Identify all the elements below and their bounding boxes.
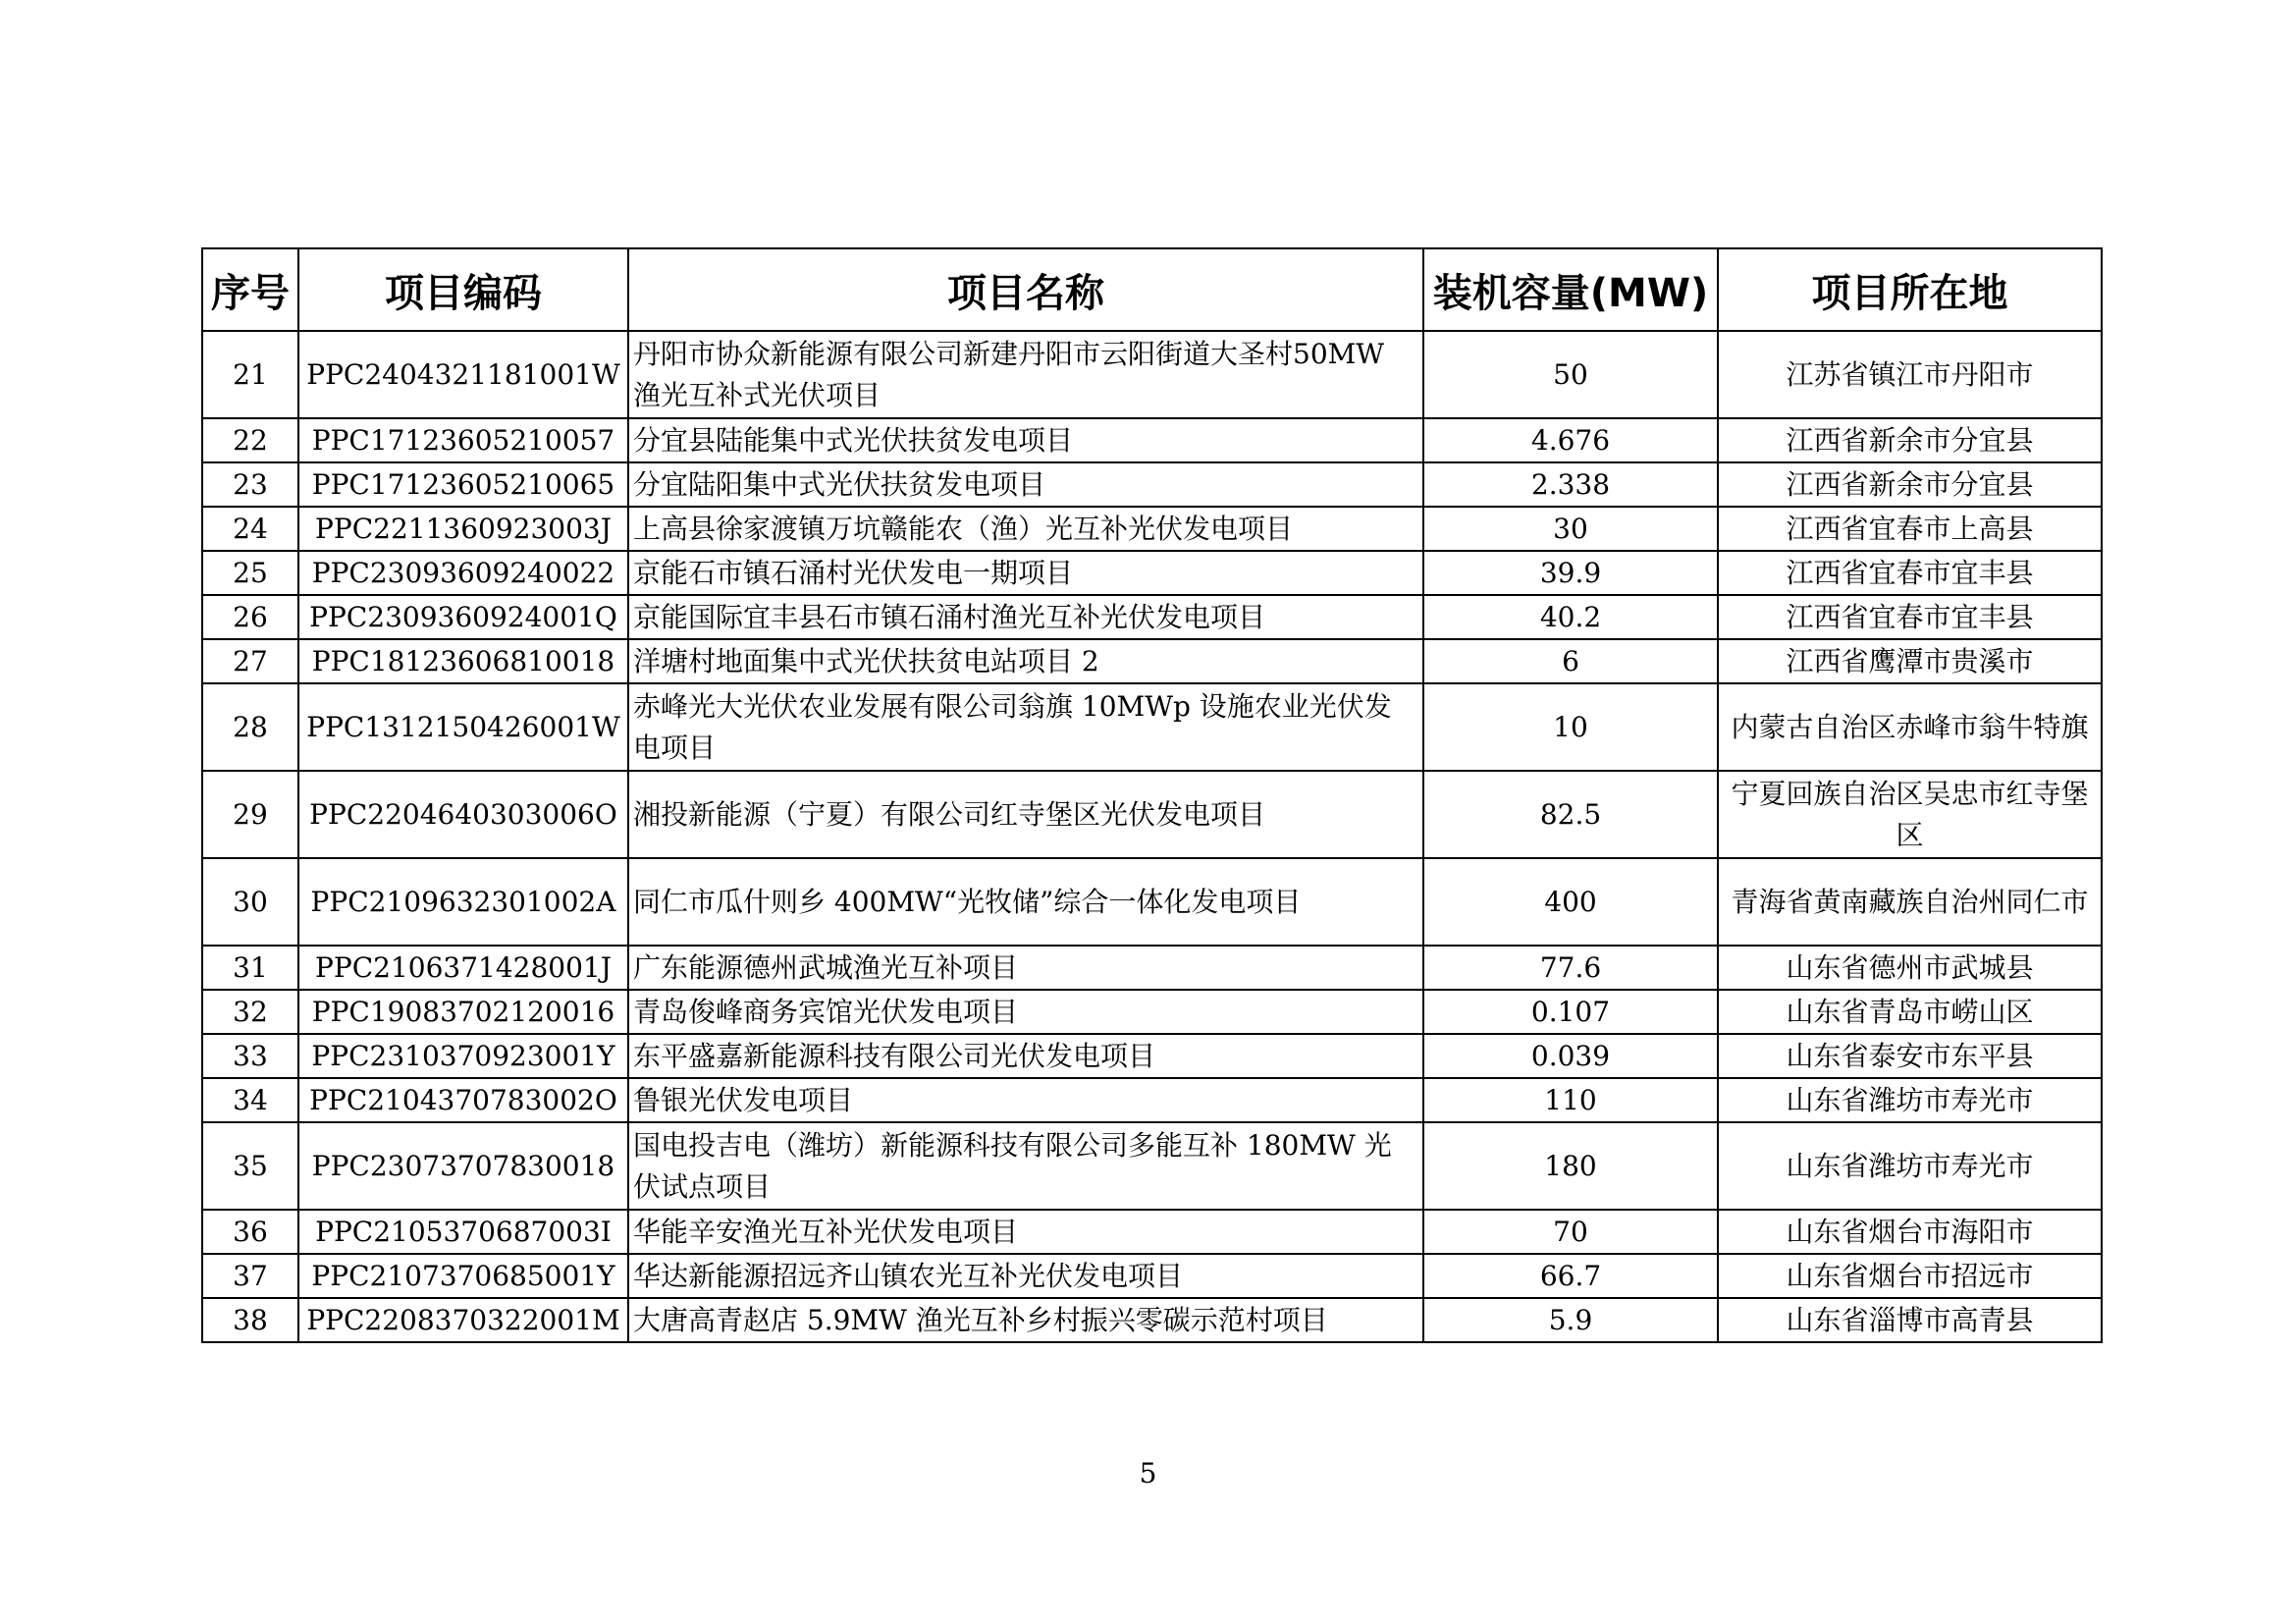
cell-capacity: 6 xyxy=(1423,639,1718,683)
cell-capacity: 0.039 xyxy=(1423,1034,1718,1078)
cell-location: 青海省黄南藏族自治州同仁市 xyxy=(1718,858,2102,946)
page-number: 5 xyxy=(1139,1457,1157,1489)
cell-project-name: 国电投吉电（潍坊）新能源科技有限公司多能互补 180MW 光伏试点项目 xyxy=(628,1122,1423,1210)
cell-location: 山东省淄博市高青县 xyxy=(1718,1298,2102,1342)
cell-project-name: 华达新能源招远齐山镇农光互补光伏发电项目 xyxy=(628,1254,1423,1298)
table-row xyxy=(202,418,2102,462)
cell-capacity: 0.107 xyxy=(1423,990,1718,1034)
header-capacity: 装机容量(MW) xyxy=(1423,248,1718,331)
cell-project-name: 同仁市瓜什则乡 400MW“光牧储”综合一体化发电项目 xyxy=(628,858,1423,946)
cell-capacity: 180 xyxy=(1423,1122,1718,1210)
cell-capacity: 66.7 xyxy=(1423,1254,1718,1298)
cell-index: 24 xyxy=(202,507,298,551)
cell-location: 江西省宜春市宜丰县 xyxy=(1718,551,2102,595)
cell-index: 22 xyxy=(202,418,298,462)
cell-capacity: 5.9 xyxy=(1423,1298,1718,1342)
cell-project-name: 青岛俊峰商务宾馆光伏发电项目 xyxy=(628,990,1423,1034)
table-row xyxy=(202,639,2102,683)
table-row xyxy=(202,1210,2102,1254)
cell-capacity: 30 xyxy=(1423,507,1718,551)
table-row xyxy=(202,771,2102,858)
header-project-code: 项目编码 xyxy=(298,248,628,331)
cell-location: 山东省潍坊市寿光市 xyxy=(1718,1078,2102,1122)
cell-index: 29 xyxy=(202,771,298,858)
cell-location: 山东省潍坊市寿光市 xyxy=(1718,1122,2102,1210)
cell-index: 30 xyxy=(202,858,298,946)
cell-capacity: 40.2 xyxy=(1423,595,1718,639)
header-index: 序号 xyxy=(202,248,298,331)
cell-project-name: 丹阳市协众新能源有限公司新建丹阳市云阳街道大圣村50MW 渔光互补式光伏项目 xyxy=(628,331,1423,418)
cell-project-code: PPC2204640303006O xyxy=(298,771,628,858)
table-row xyxy=(202,1254,2102,1298)
cell-project-name: 洋塘村地面集中式光伏扶贫电站项目 2 xyxy=(628,639,1423,683)
cell-project-code: PPC2107370685001Y xyxy=(298,1254,628,1298)
cell-project-code: PPC23093609240022 xyxy=(298,551,628,595)
cell-location: 江西省宜春市宜丰县 xyxy=(1718,595,2102,639)
cell-capacity: 82.5 xyxy=(1423,771,1718,858)
cell-project-code: PPC2109632301002A xyxy=(298,858,628,946)
table-row xyxy=(202,1034,2102,1078)
cell-project-code: PPC2106371428001J xyxy=(298,946,628,990)
cell-project-name: 分宜县陆能集中式光伏扶贫发电项目 xyxy=(628,418,1423,462)
cell-project-code: PPC2104370783002O xyxy=(298,1078,628,1122)
cell-location: 江西省新余市分宜县 xyxy=(1718,418,2102,462)
cell-project-name: 鲁银光伏发电项目 xyxy=(628,1078,1423,1122)
project-table xyxy=(201,247,2103,1343)
cell-index: 37 xyxy=(202,1254,298,1298)
cell-index: 25 xyxy=(202,551,298,595)
table-row xyxy=(202,507,2102,551)
cell-capacity: 2.338 xyxy=(1423,462,1718,507)
cell-capacity: 50 xyxy=(1423,331,1718,418)
table-row xyxy=(202,683,2102,771)
cell-project-code: PPC18123606810018 xyxy=(298,639,628,683)
cell-index: 36 xyxy=(202,1210,298,1254)
cell-project-code: PPC2310370923001Y xyxy=(298,1034,628,1078)
cell-location: 江西省鹰潭市贵溪市 xyxy=(1718,639,2102,683)
cell-location: 山东省烟台市招远市 xyxy=(1718,1254,2102,1298)
cell-capacity: 70 xyxy=(1423,1210,1718,1254)
cell-index: 27 xyxy=(202,639,298,683)
cell-project-code: PPC23073707830018 xyxy=(298,1122,628,1210)
cell-index: 35 xyxy=(202,1122,298,1210)
cell-project-code: PPC2105370687003I xyxy=(298,1210,628,1254)
cell-location: 山东省青岛市崂山区 xyxy=(1718,990,2102,1034)
table-row xyxy=(202,551,2102,595)
cell-location: 宁夏回族自治区吴忠市红寺堡区 xyxy=(1718,771,2102,858)
cell-location: 山东省德州市武城县 xyxy=(1718,946,2102,990)
cell-index: 21 xyxy=(202,331,298,418)
table-row xyxy=(202,595,2102,639)
cell-index: 26 xyxy=(202,595,298,639)
cell-project-code: PPC2211360923003J xyxy=(298,507,628,551)
table-row xyxy=(202,331,2102,418)
cell-location: 山东省烟台市海阳市 xyxy=(1718,1210,2102,1254)
table-row xyxy=(202,946,2102,990)
cell-project-name: 赤峰光大光伏农业发展有限公司翁旗 10MWp 设施农业光伏发电项目 xyxy=(628,683,1423,771)
cell-index: 31 xyxy=(202,946,298,990)
cell-project-name: 华能辛安渔光互补光伏发电项目 xyxy=(628,1210,1423,1254)
cell-index: 34 xyxy=(202,1078,298,1122)
cell-location: 山东省泰安市东平县 xyxy=(1718,1034,2102,1078)
cell-project-code: PPC17123605210057 xyxy=(298,418,628,462)
cell-location: 内蒙古自治区赤峰市翁牛特旗 xyxy=(1718,683,2102,771)
cell-capacity: 10 xyxy=(1423,683,1718,771)
cell-project-name: 湘投新能源（宁夏）有限公司红寺堡区光伏发电项目 xyxy=(628,771,1423,858)
cell-project-code: PPC2404321181001W xyxy=(298,331,628,418)
cell-project-name: 京能石市镇石涌村光伏发电一期项目 xyxy=(628,551,1423,595)
cell-project-code: PPC17123605210065 xyxy=(298,462,628,507)
cell-project-name: 分宜陆阳集中式光伏扶贫发电项目 xyxy=(628,462,1423,507)
cell-capacity: 77.6 xyxy=(1423,946,1718,990)
cell-location: 江西省宜春市上高县 xyxy=(1718,507,2102,551)
cell-project-name: 广东能源德州武城渔光互补项目 xyxy=(628,946,1423,990)
cell-project-name: 大唐高青赵店 5.9MW 渔光互补乡村振兴零碳示范村项目 xyxy=(628,1298,1423,1342)
table-body xyxy=(202,331,2102,1342)
table-header-row xyxy=(202,248,2102,331)
cell-index: 28 xyxy=(202,683,298,771)
table-row xyxy=(202,858,2102,946)
cell-project-name: 东平盛嘉新能源科技有限公司光伏发电项目 xyxy=(628,1034,1423,1078)
table-row xyxy=(202,990,2102,1034)
table-row xyxy=(202,462,2102,507)
table-row xyxy=(202,1298,2102,1342)
header-location: 项目所在地 xyxy=(1718,248,2102,331)
cell-capacity: 110 xyxy=(1423,1078,1718,1122)
cell-index: 23 xyxy=(202,462,298,507)
cell-location: 江苏省镇江市丹阳市 xyxy=(1718,331,2102,418)
cell-location: 江西省新余市分宜县 xyxy=(1718,462,2102,507)
cell-index: 32 xyxy=(202,990,298,1034)
table-row xyxy=(202,1122,2102,1210)
cell-index: 38 xyxy=(202,1298,298,1342)
cell-project-name: 京能国际宜丰县石市镇石涌村渔光互补光伏发电项目 xyxy=(628,595,1423,639)
cell-capacity: 39.9 xyxy=(1423,551,1718,595)
cell-project-code: PPC2309360924001Q xyxy=(298,595,628,639)
cell-project-name: 上高县徐家渡镇万坑赣能农（渔）光互补光伏发电项目 xyxy=(628,507,1423,551)
cell-capacity: 400 xyxy=(1423,858,1718,946)
cell-index: 33 xyxy=(202,1034,298,1078)
cell-project-code: PPC2208370322001M xyxy=(298,1298,628,1342)
cell-project-code: PPC19083702120016 xyxy=(298,990,628,1034)
cell-project-code: PPC1312150426001W xyxy=(298,683,628,771)
table-row xyxy=(202,1078,2102,1122)
header-project-name: 项目名称 xyxy=(628,248,1423,331)
cell-capacity: 4.676 xyxy=(1423,418,1718,462)
